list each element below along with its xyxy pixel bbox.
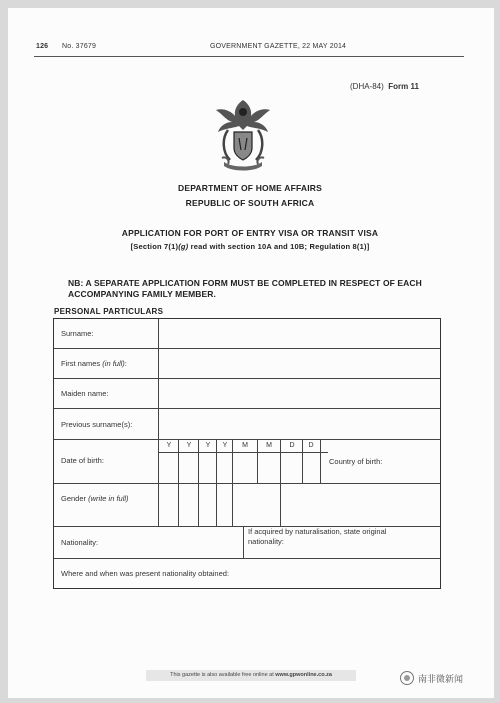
form-label: Form 11	[388, 82, 419, 91]
watermark-text: 南非微新闻	[418, 673, 464, 684]
form-title: APPLICATION FOR PORT OF ENTRY VISA OR TRANSIT VISA	[121, 228, 379, 238]
date-header-m2: M	[266, 442, 272, 449]
country-of-birth-label: Country of birth:	[329, 457, 383, 466]
department-name: DEPARTMENT OF HOME AFFAIRS	[177, 183, 323, 193]
date-header-y4: Y	[222, 442, 228, 449]
date-header-y1: Y	[166, 442, 172, 449]
header-rule	[34, 56, 464, 57]
date-header-d2: D	[308, 442, 314, 449]
maiden-name-label: Maiden name:	[61, 389, 109, 398]
section-heading: PERSONAL PARTICULARS	[54, 307, 164, 316]
form-subtitle: [Section 7(1)(g) read with section 10A and 10B; Regulation 8(1)]	[130, 242, 370, 251]
republic-name: REPUBLIC OF SOUTH AFRICA	[185, 198, 315, 208]
form-reference	[350, 82, 419, 91]
date-header-y3: Y	[205, 442, 211, 449]
date-header-d1: D	[289, 442, 295, 449]
family-member-note: NB: A SEPARATE APPLICATION FORM MUST BE COMPLETED IN RESPECT OF EACH ACCOMPANYING FAMILY MEMBER.	[68, 278, 422, 299]
gazette-footer: This gazette is also available free online at www.gpwonline.co.za	[146, 670, 356, 681]
gazette-number: No. 37679	[62, 43, 97, 50]
gender-label: Gender (write in full)	[61, 494, 129, 503]
date-header-m1: M	[242, 442, 248, 449]
coat-of-arms-emblem	[212, 96, 274, 174]
surname-label: Surname:	[61, 329, 94, 338]
date-header-y2: Y	[186, 442, 192, 449]
naturalisation-label: If acquired by naturalisation, state original nationality:	[248, 527, 387, 546]
nationality-label: Nationality:	[61, 538, 99, 547]
gazette-title: GOVERNMENT GAZETTE, 22 MAY 2014	[210, 43, 347, 50]
previous-surnames-label: Previous surname(s):	[61, 420, 133, 429]
nationality-obtained-label: Where and when was present nationality obtained:	[61, 569, 230, 578]
personal-particulars-table	[53, 318, 441, 589]
date-of-birth-label: Date of birth:	[61, 456, 104, 465]
page-number: 126	[36, 43, 49, 50]
form-code: (DHA-84)	[350, 82, 384, 91]
first-names-label: First names (in full):	[61, 359, 127, 368]
watermark-logo-icon	[400, 671, 414, 685]
gazette-header	[36, 43, 464, 55]
watermark	[400, 670, 463, 686]
footer-url: www.gpwonline.co.za	[275, 672, 332, 678]
